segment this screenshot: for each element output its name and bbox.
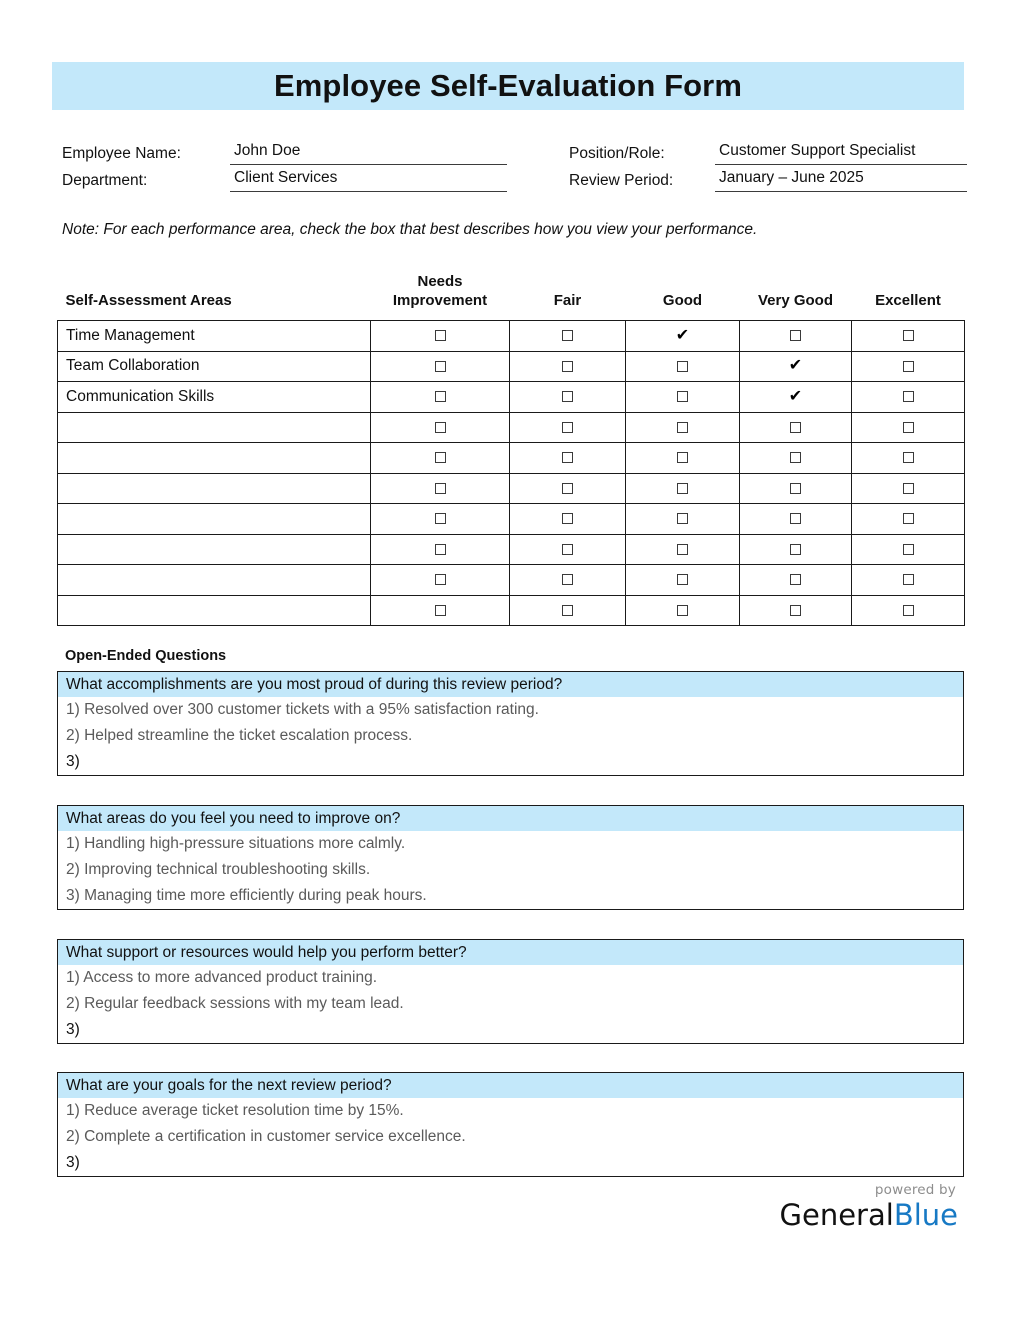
table-header <box>58 272 965 321</box>
checkbox-empty-icon[interactable] <box>677 361 688 372</box>
col-header-areas: Self-Assessment Areas <box>65 292 232 309</box>
rating-cell[interactable] <box>740 382 852 413</box>
assessment-area-cell[interactable]: Time Management <box>58 321 371 352</box>
answer-line[interactable]: 3) <box>66 753 80 770</box>
question-header: What areas do you feel you need to improve on? <box>58 806 963 831</box>
checkbox-empty-icon[interactable] <box>562 330 573 341</box>
rating-cell[interactable] <box>852 382 965 413</box>
rating-cell[interactable] <box>740 473 852 504</box>
checkbox-empty-icon[interactable] <box>790 483 801 494</box>
rating-cell[interactable] <box>740 443 852 474</box>
brand-general-text: General <box>779 1198 894 1232</box>
col-header-fair: Fair <box>553 292 582 309</box>
rating-cell[interactable] <box>510 443 626 474</box>
rating-cell[interactable] <box>852 443 965 474</box>
checkmark-icon: ✔ <box>788 357 803 375</box>
rating-cell[interactable] <box>626 382 740 413</box>
rating-cell[interactable] <box>510 382 626 413</box>
department-value[interactable]: Client Services <box>230 167 507 192</box>
answer-line[interactable]: 3) Managing time more efficiently during peak hours. <box>66 887 427 904</box>
rating-cell[interactable] <box>510 473 626 504</box>
question-block <box>57 805 964 910</box>
checkbox-empty-icon[interactable] <box>677 605 688 616</box>
rating-cell[interactable] <box>510 595 626 626</box>
table-row <box>58 565 965 596</box>
table-body <box>58 321 965 626</box>
checkbox-empty-icon[interactable] <box>435 330 446 341</box>
checkbox-empty-icon[interactable] <box>435 452 446 463</box>
checkbox-empty-icon[interactable] <box>562 574 573 585</box>
answer-line[interactable]: 2) Improving technical troubleshooting skills. <box>66 861 371 878</box>
checkbox-empty-icon[interactable] <box>790 452 801 463</box>
checkbox-empty-icon[interactable] <box>562 452 573 463</box>
answer-line[interactable]: 1) Reduce average ticket resolution time by 15%. <box>66 1102 404 1119</box>
generalblue-wordmark <box>780 1199 958 1232</box>
rating-cell[interactable] <box>371 443 510 474</box>
table-row <box>58 412 965 443</box>
table-row <box>58 321 965 352</box>
question-header: What accomplishments are you most proud of during this review period? <box>58 672 963 697</box>
review-period-label: Review Period: <box>569 172 674 189</box>
rating-cell[interactable] <box>626 595 740 626</box>
rating-cell[interactable] <box>371 351 510 382</box>
answer-line[interactable]: 2) Helped streamline the ticket escalation process. <box>66 727 413 744</box>
rating-cell[interactable] <box>852 595 965 626</box>
rating-cell[interactable] <box>852 473 965 504</box>
checkbox-empty-icon[interactable] <box>903 544 914 555</box>
rating-cell[interactable] <box>626 504 740 535</box>
answer-line[interactable]: 1) Handling high-pressure situations more calmly. <box>66 835 406 852</box>
checkbox-empty-icon[interactable] <box>903 513 914 524</box>
rating-cell[interactable] <box>740 412 852 443</box>
assessment-area-cell[interactable] <box>58 534 371 565</box>
table-row <box>58 534 965 565</box>
rating-cell[interactable] <box>626 534 740 565</box>
table-row <box>58 595 965 626</box>
checkbox-empty-icon[interactable] <box>562 605 573 616</box>
table-row <box>58 382 965 413</box>
checkbox-empty-icon[interactable] <box>435 422 446 433</box>
rating-cell[interactable] <box>510 321 626 352</box>
checkbox-empty-icon[interactable] <box>790 605 801 616</box>
checkbox-empty-icon[interactable] <box>562 422 573 433</box>
assessment-area-cell[interactable] <box>58 565 371 596</box>
question-block <box>57 671 964 776</box>
rating-cell[interactable] <box>852 565 965 596</box>
assessment-area-cell[interactable] <box>58 473 371 504</box>
checkbox-empty-icon[interactable] <box>435 544 446 555</box>
checkmark-icon: ✔ <box>788 387 803 405</box>
rating-cell[interactable] <box>852 534 965 565</box>
checkbox-empty-icon[interactable] <box>903 452 914 463</box>
checkbox-empty-icon[interactable] <box>903 605 914 616</box>
employee-info-fields <box>62 138 964 194</box>
rating-cell[interactable] <box>371 473 510 504</box>
checkmark-icon: ✔ <box>675 326 690 344</box>
page-title: Employee Self-Evaluation Form <box>273 68 742 103</box>
rating-cell[interactable] <box>371 565 510 596</box>
rating-cell[interactable] <box>371 321 510 352</box>
rating-cell[interactable] <box>740 351 852 382</box>
rating-cell[interactable] <box>510 412 626 443</box>
checkbox-empty-icon[interactable] <box>435 513 446 524</box>
rating-cell[interactable] <box>626 412 740 443</box>
checkbox-empty-icon[interactable] <box>562 544 573 555</box>
checkbox-empty-icon[interactable] <box>903 422 914 433</box>
rating-cell[interactable] <box>740 321 852 352</box>
answer-line[interactable]: 1) Access to more advanced product training. <box>66 969 378 986</box>
answer-line[interactable]: 3) <box>66 1021 80 1038</box>
checkbox-empty-icon[interactable] <box>903 391 914 402</box>
rating-cell[interactable] <box>852 412 965 443</box>
rating-cell[interactable] <box>510 504 626 535</box>
field-position-role <box>569 138 967 165</box>
checkbox-empty-icon[interactable] <box>790 574 801 585</box>
checkbox-empty-icon[interactable] <box>435 605 446 616</box>
footer-logo <box>780 1182 958 1232</box>
rating-cell[interactable] <box>626 565 740 596</box>
assessment-area-cell[interactable] <box>58 504 371 535</box>
col-header-needs-improvement: Needs Improvement <box>392 273 488 309</box>
instruction-note: Note: For each performance area, check the box that best describes how you view your performance. <box>62 221 758 238</box>
answer-line[interactable]: 3) <box>66 1154 80 1171</box>
rating-cell[interactable] <box>740 504 852 535</box>
col-header-excellent: Excellent <box>875 292 941 309</box>
rating-cell[interactable] <box>852 351 965 382</box>
checkbox-empty-icon[interactable] <box>435 391 446 402</box>
answer-line[interactable]: 1) Resolved over 300 customer tickets with a 95% satisfaction rating. <box>66 701 539 718</box>
table-row <box>58 351 965 382</box>
checkbox-empty-icon[interactable] <box>903 330 914 341</box>
department-label: Department: <box>62 172 148 189</box>
brand-blue-text: Blue <box>893 1198 958 1232</box>
employee-name-label: Employee Name: <box>62 145 181 162</box>
review-period-value[interactable]: January – June 2025 <box>715 167 967 192</box>
rating-cell[interactable] <box>371 412 510 443</box>
checkbox-empty-icon[interactable] <box>562 361 573 372</box>
answer-line[interactable]: 2) Complete a certification in customer service excellence. <box>66 1128 466 1145</box>
powered-by-label: powered by <box>874 1182 956 1198</box>
assessment-area-cell[interactable]: Team Collaboration <box>58 351 371 382</box>
rating-cell[interactable] <box>371 534 510 565</box>
assessment-area-cell[interactable] <box>58 412 371 443</box>
col-header-good: Good <box>662 292 703 309</box>
assessment-area-cell[interactable] <box>58 443 371 474</box>
rating-cell[interactable] <box>626 321 740 352</box>
table-row <box>58 443 965 474</box>
checkbox-empty-icon[interactable] <box>790 422 801 433</box>
rating-cell[interactable] <box>740 595 852 626</box>
checkbox-empty-icon[interactable] <box>677 574 688 585</box>
checkbox-empty-icon[interactable] <box>677 544 688 555</box>
rating-cell[interactable] <box>510 534 626 565</box>
checkbox-empty-icon[interactable] <box>677 513 688 524</box>
rating-cell[interactable] <box>371 504 510 535</box>
checkbox-empty-icon[interactable] <box>790 513 801 524</box>
rating-cell[interactable] <box>371 595 510 626</box>
position-role-value[interactable]: Customer Support Specialist <box>715 140 967 165</box>
rating-cell[interactable] <box>740 565 852 596</box>
open-ended-section-title: Open-Ended Questions <box>65 648 227 664</box>
employee-name-value[interactable]: John Doe <box>230 140 507 165</box>
checkbox-empty-icon[interactable] <box>790 544 801 555</box>
question-block <box>57 939 964 1044</box>
self-assessment-section <box>57 272 964 626</box>
rating-cell[interactable] <box>626 351 740 382</box>
checkbox-empty-icon[interactable] <box>435 361 446 372</box>
checkbox-empty-icon[interactable] <box>677 422 688 433</box>
table-row <box>58 473 965 504</box>
checkbox-empty-icon[interactable] <box>903 361 914 372</box>
checkbox-empty-icon[interactable] <box>903 483 914 494</box>
question-header: What are your goals for the next review period? <box>58 1073 963 1098</box>
checkbox-empty-icon[interactable] <box>562 483 573 494</box>
rating-cell[interactable] <box>626 473 740 504</box>
rating-cell[interactable] <box>371 382 510 413</box>
table-row <box>58 504 965 535</box>
field-employee-name <box>62 138 507 165</box>
checkbox-empty-icon[interactable] <box>435 574 446 585</box>
rating-cell[interactable] <box>510 351 626 382</box>
rating-cell[interactable] <box>626 443 740 474</box>
assessment-area-cell[interactable] <box>58 595 371 626</box>
question-header: What support or resources would help you perform better? <box>58 940 963 965</box>
checkbox-empty-icon[interactable] <box>903 574 914 585</box>
rating-cell[interactable] <box>852 321 965 352</box>
col-header-very-good: Very Good <box>757 292 834 309</box>
checkbox-empty-icon[interactable] <box>435 483 446 494</box>
checkbox-empty-icon[interactable] <box>790 330 801 341</box>
form-title-band <box>52 62 964 110</box>
checkbox-empty-icon[interactable] <box>562 513 573 524</box>
rating-cell[interactable] <box>852 504 965 535</box>
self-assessment-table <box>57 272 965 626</box>
field-review-period <box>569 165 967 192</box>
checkbox-empty-icon[interactable] <box>677 452 688 463</box>
position-role-label: Position/Role: <box>569 145 665 162</box>
field-department <box>62 165 507 192</box>
answer-line[interactable]: 2) Regular feedback sessions with my team lead. <box>66 995 404 1012</box>
assessment-area-cell[interactable]: Communication Skills <box>58 382 371 413</box>
rating-cell[interactable] <box>740 534 852 565</box>
checkbox-empty-icon[interactable] <box>677 391 688 402</box>
rating-cell[interactable] <box>510 565 626 596</box>
checkbox-empty-icon[interactable] <box>562 391 573 402</box>
question-block <box>57 1072 964 1177</box>
checkbox-empty-icon[interactable] <box>677 483 688 494</box>
